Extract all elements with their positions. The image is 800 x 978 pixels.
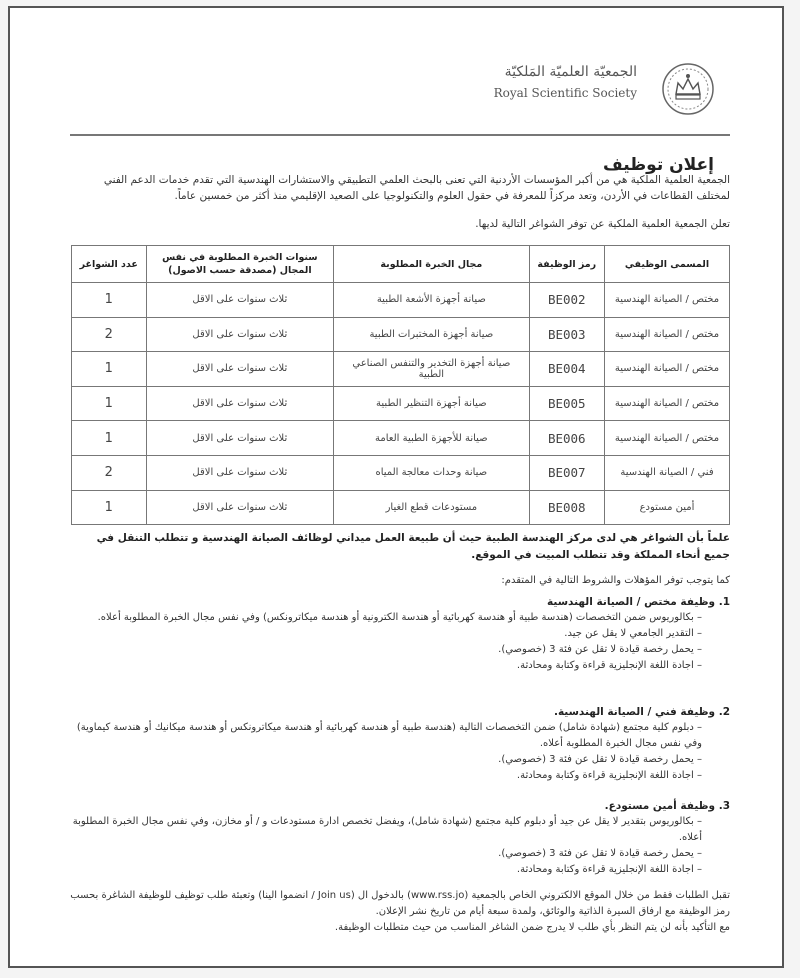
cell-job-code: BE008 — [529, 490, 604, 525]
document-page — [8, 6, 784, 968]
cell-job-code: BE005 — [529, 386, 604, 421]
requirement-item: – دبلوم كلية مجتمع (شهادة شامل) ضمن التخصصات التالية (هندسة طبية أو هندسة كهربائية أو هندسة ميكاترونكس أو هندسة ميكانيك أو هندسة كيماوية) وفي نفس مجال الخبرة المطلوبة أعلاه. — [70, 720, 702, 752]
section-title: 2. وظيفة فني / الصيانة الهندسية. — [553, 706, 730, 718]
requirement-item: – اجادة اللغة الإنجليزية قراءة وكتابة ومحادثة. — [70, 658, 702, 674]
vacancies-table — [71, 245, 730, 525]
requirement-item: – يحمل رخصة قيادة لا تقل عن فئة 3 (خصوصي). — [70, 752, 702, 768]
table-row — [72, 455, 730, 490]
cell-experience-field: صيانة للأجهزة الطبية العامة — [334, 421, 529, 456]
header-job-code: رمز الوظيفة — [529, 246, 604, 283]
table-row — [72, 421, 730, 456]
cell-job-code: BE007 — [529, 455, 604, 490]
cell-experience-years: ثلاث سنوات على الاقل — [146, 317, 334, 352]
org-name-arabic: الجمعيّة العلميّة المَلكيّة — [504, 64, 637, 80]
cell-experience-field: صيانة أجهزة الأشعة الطبية — [334, 283, 529, 318]
org-name-english: Royal Scientific Society — [493, 86, 637, 100]
requirement-item: – يحمل رخصة قيادة لا تقل عن فئة 3 (خصوصي). — [70, 846, 702, 862]
cell-vacancy-count: 2 — [72, 455, 147, 490]
requirements-section-specialist — [70, 594, 730, 674]
header-experience-field: مجال الخبرة المطلوبة — [334, 246, 529, 283]
header-experience-years: سنوات الخبرة المطلوبة في نفس المجال (مصدقة حسب الاصول) — [146, 246, 334, 283]
table-row — [72, 283, 730, 318]
header-divider — [70, 134, 730, 136]
cell-job-title: مختص / الصيانة الهندسية — [605, 386, 730, 421]
requirement-item: – بكالوريوس بتقدير لا يقل عن جيد أو دبلوم كلية مجتمع (شهادة شامل)، ويفضل تخصص ادارة مستودعات و / أو مخازن، وفي نفس مجال الخبرة المطلوبة أعلاه. — [70, 814, 702, 846]
application-instructions: تقبل الطلبات فقط من خلال الموقع الالكتروني الخاص بالجمعية (www.rss.jo) بالدخول ال (Join us / انضموا الينا) وتعبئة طلب توظيف للوظيفة الشاغرة بحسب رمز الوظيفة مع ارفاق السيرة الذاتية والوثائق، ولمدة سبعة أيام من تاريخ نشر الإعلان. — [70, 890, 730, 917]
cell-vacancy-count: 1 — [72, 386, 147, 421]
page-title: إعلان توظيف — [602, 155, 714, 175]
table-row — [72, 490, 730, 525]
table-row — [72, 317, 730, 352]
requirement-item: – اجادة اللغة الإنجليزية قراءة وكتابة ومحادثة. — [70, 862, 702, 878]
cell-job-title: مختص / الصيانة الهندسية — [605, 352, 730, 387]
cell-experience-years: ثلاث سنوات على الاقل — [146, 455, 334, 490]
cell-experience-years: ثلاث سنوات على الاقل — [146, 386, 334, 421]
cell-experience-field: صيانة أجهزة التخدير والتنفس الصناعي الطبية — [334, 352, 529, 387]
requirement-item: – اجادة اللغة الإنجليزية قراءة وكتابة ومحادثة. — [70, 768, 702, 784]
cell-vacancy-count: 1 — [72, 283, 147, 318]
cell-experience-years: ثلاث سنوات على الاقل — [146, 490, 334, 525]
table-row — [72, 352, 730, 387]
cell-experience-field: صيانة أجهزة المختبرات الطبية — [334, 317, 529, 352]
royal-crown-seal-icon — [661, 62, 715, 116]
cell-vacancy-count: 1 — [72, 490, 147, 525]
requirements-intro: كما يتوجب توفر المؤهلات والشروط التالية في المتقدم: — [501, 575, 730, 586]
cell-vacancy-count: 1 — [72, 352, 147, 387]
requirement-item: – يحمل رخصة قيادة لا تقل عن فئة 3 (خصوصي). — [70, 642, 702, 658]
header-job-title: المسمى الوظيفي — [605, 246, 730, 283]
section-title: 1. وظيفة مختص / الصيانة الهندسية — [547, 596, 730, 608]
table-row — [72, 386, 730, 421]
field-work-note: علماً بأن الشواغر هي لدى مركز الهندسة الطبية حيث أن طبيعة العمل ميداني لوظائف الصيانة الهندسية و تتطلب التنقل في جميع أنحاء المملكة وقد تتطلب المبيت في الموقع. — [96, 532, 730, 561]
cell-job-title: فني / الصيانة الهندسية — [605, 455, 730, 490]
requirement-item: – التقدير الجامعي لا يقل عن جيد. — [70, 626, 702, 642]
cell-job-title: مختص / الصيانة الهندسية — [605, 283, 730, 318]
cell-vacancy-count: 2 — [72, 317, 147, 352]
requirements-section-technician — [70, 704, 730, 784]
requirement-item: – بكالوريوس ضمن التخصصات (هندسة طبية أو هندسة كهربائية أو هندسة الكترونية أو هندسة ميكاترونكس) وفي نفس مجال الخبرة المطلوبة أعلاه. — [70, 610, 702, 626]
announcement-line: تعلن الجمعية العلمية الملكية عن توفر الشواغر التالية لديها. — [475, 218, 730, 230]
cell-experience-field: مستودعات قطع الغيار — [334, 490, 529, 525]
cell-experience-years: ثلاث سنوات على الاقل — [146, 421, 334, 456]
cell-job-title: أمين مستودع — [605, 490, 730, 525]
requirements-section-storekeeper — [70, 798, 730, 878]
table-header-row — [72, 246, 730, 283]
cell-vacancy-count: 1 — [72, 421, 147, 456]
cell-experience-years: ثلاث سنوات على الاقل — [146, 352, 334, 387]
cell-experience-years: ثلاث سنوات على الاقل — [146, 283, 334, 318]
header-vacancy-count: عدد الشواغر — [72, 246, 147, 283]
section-title: 3. وظيفة أمين مستودع. — [604, 800, 730, 812]
cell-job-code: BE002 — [529, 283, 604, 318]
cell-job-code: BE003 — [529, 317, 604, 352]
cell-job-title: مختص / الصيانة الهندسية — [605, 421, 730, 456]
intro-paragraph: الجمعية العلمية الملكية هي من أكبر المؤسسات الأردنية التي تعنى بالبحث العلمي التطبيقي والاستشارات الهندسية التي تقدم خدمات الدعم الفني لمختلف القطاعات في الأردن، وتعد مركزاً للمعرفة في حقول العلوم والتكنولوجيا على الصعيد الإقليمي منذ أكثر من خمسين عاماً. — [103, 174, 730, 202]
cell-job-code: BE006 — [529, 421, 604, 456]
org-logo — [493, 62, 725, 112]
closing-note: مع التأكيد بأنه لن يتم النظر بأي طلب لا يدرج ضمن الشاغر المناسب من حيث متطلبات الوظيفة. — [334, 922, 730, 933]
cell-experience-field: صيانة وحدات معالجة المياه — [334, 455, 529, 490]
cell-job-title: مختص / الصيانة الهندسية — [605, 317, 730, 352]
cell-job-code: BE004 — [529, 352, 604, 387]
cell-experience-field: صيانة أجهزة التنظير الطبية — [334, 386, 529, 421]
